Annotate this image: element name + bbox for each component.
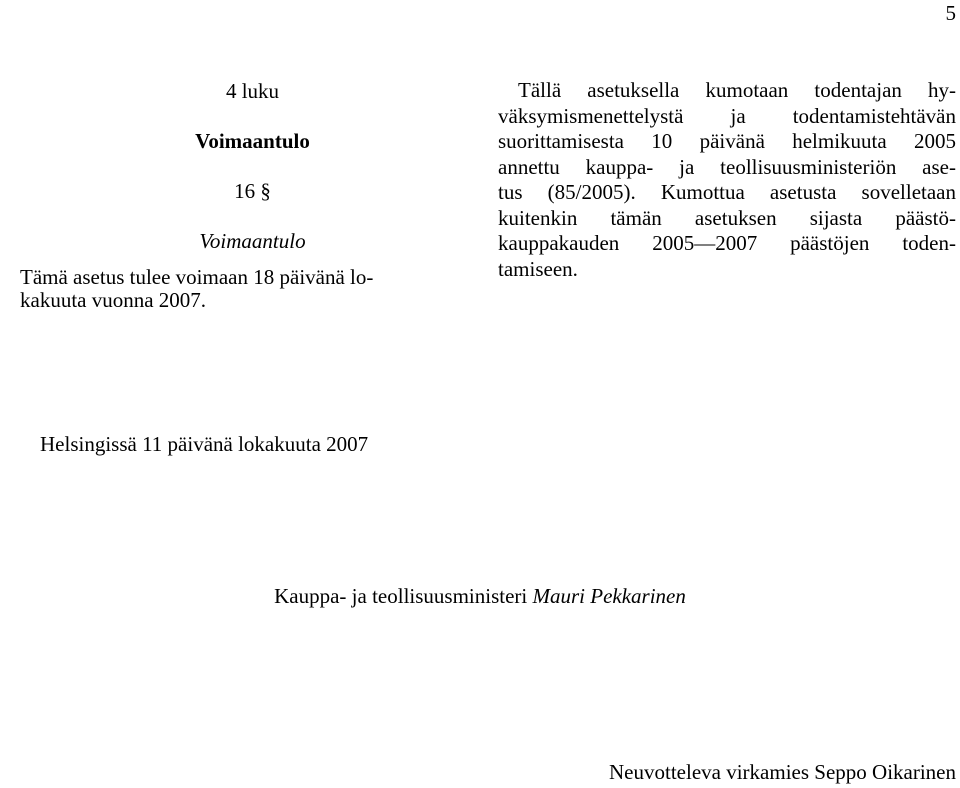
paragraph-line: suorittamisesta 10 päivänä helmikuuta 2005 [498, 129, 956, 153]
entry-into-force-paragraph [20, 266, 460, 312]
paragraph-line: kuitenkin tämän asetuksen sijasta päästö- [498, 205, 956, 230]
minister-signature [0, 584, 960, 609]
chapter-number: 4 luku [225, 79, 280, 103]
paragraph-line: annettu kauppa- ja teollisuusministeriön ase- [498, 154, 956, 179]
minister-name: Mauri Pekkarinen [532, 584, 686, 608]
section-title: Voimaantulo [199, 229, 306, 253]
repeal-paragraph [498, 78, 956, 282]
minister-title: Kauppa- ja teollisuusministeri [274, 584, 528, 608]
adviser-signature: Neuvotteleva virkamies Seppo Oikarinen [609, 760, 956, 784]
chapter-title: Voimaantulo [195, 129, 310, 153]
paragraph-line: kakuuta vuonna 2007. [20, 288, 207, 312]
paragraph-line: Tällä asetuksella kumotaan todentajan hy- [518, 78, 956, 102]
paragraph-line: tus (85/2005). Kumottua asetusta sovelletaan [498, 180, 956, 204]
left-column [20, 78, 460, 312]
section-number: 16 § [234, 179, 271, 203]
paragraph-line: väksymismenettelystä ja todentamistehtävän [498, 103, 956, 128]
page-number: 5 [945, 1, 956, 25]
paragraph-line: Tämä asetus tulee voimaan 18 päivänä lo- [20, 265, 374, 289]
place-and-date: Helsingissä 11 päivänä lokakuuta 2007 [40, 432, 369, 456]
paragraph-line: kauppakauden 2005—2007 päästöjen toden- [498, 231, 956, 255]
paragraph-line: tamiseen. [498, 256, 578, 281]
